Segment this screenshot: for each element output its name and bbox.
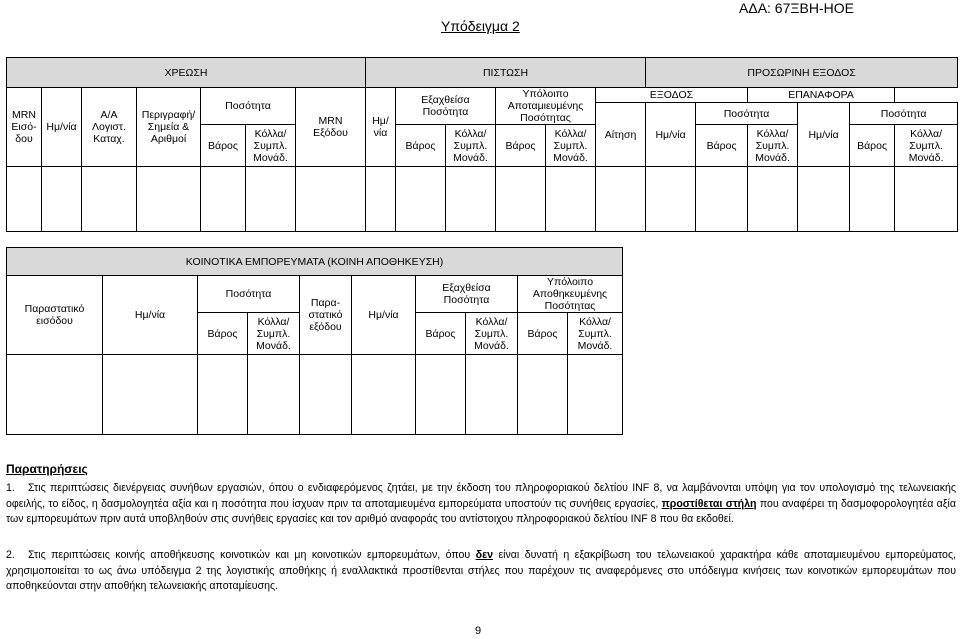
header-credit: ΠΙΣΤΩΣΗ (366, 58, 646, 88)
col-exodos: ΕΞΟΔΟΣ (596, 88, 748, 103)
col-pkg-5: Κόλλα/ Συμπλ. Μονάδ. (895, 125, 958, 167)
note-2-text-cont: είναι δυνατή η εξακρίβωση του τελωνειακού χαρακτήρα κάθε αποταμιευμένου εμπορεύματος, χρησιμοποιείται το ως άνω υπόδειγμα 2 της λογιστικής αποθήκης ή εναλλακτικά προστίθενται στήλες που παρέχουν τις αναφερόμενες στο υπόδειγμα κινήσεις των κοινοτικών εμπορευμάτων που αποθηκεύονται στην αποθήκη τελωνειακής αποταμίευσης. (6, 549, 956, 592)
col-qty: Ποσότητα (198, 276, 300, 313)
col-remaining-qty: Υπόλοιπο Αποταμιευμένης Ποσότητας (496, 88, 596, 125)
col-weight-2: Βάρος (416, 313, 466, 355)
table-row-empty (7, 167, 958, 232)
note-1-number: 1. (6, 482, 15, 494)
col-date-2: Ημ/νία (366, 88, 396, 167)
table-community-goods (6, 247, 623, 435)
notes-title: Παρατηρήσεις (6, 462, 88, 476)
note-2-number: 2. (6, 549, 15, 561)
col-date-1: Ημ/νία (42, 88, 82, 167)
ada-code: ΑΔΑ: 67ΞΒΗ-ΗΟΕ (739, 0, 854, 16)
col-date-4: Ημ/νία (798, 103, 850, 167)
col-exported-qty: Εξαχθείσα Ποσότητα (396, 88, 496, 125)
col-weight-1: Βάρος (198, 313, 248, 355)
col-description: Περιγραφή/ Σημεία & Αριθμοί (137, 88, 201, 167)
note-1 (6, 481, 956, 528)
col-exported-qty: Εξαχθείσα Ποσότητα (416, 276, 518, 313)
note-1-text: Στις περιπτώσεις διενέργειας συνήθων εργασιών, όπου ο ενδιαφερόμενος ζητάει, με την έκδοση του πληροφοριακού δελτίου INF 8, να λαμβάνονται υπόψη για τον υπολογισμό της τελωνειακής οφειλής, το είδος, η δασμολογητέα αξία και η ποσότητα που ίσχυαν πριν τα αποταμιευμένα εμπορεύματα υποστούν τις συνήθεις εργασίες, (6, 482, 956, 510)
col-weight-5: Βάρος (850, 125, 895, 167)
col-aa: Α/Α Λογιστ. Καταχ. (82, 88, 137, 167)
col-weight-4: Βάρος (696, 125, 748, 167)
header-debit: ΧΡΕΩΣΗ (7, 58, 366, 88)
col-doc-in: Παραστατικό εισόδου (7, 276, 103, 355)
col-request: Αίτηση (596, 103, 646, 167)
col-weight-3: Βάρος (496, 125, 546, 167)
col-doc-out: Παρα- στατικό εξόδου (300, 276, 352, 355)
col-date-1: Ημ/νία (103, 276, 198, 355)
col-mrn-out: MRN Εξόδου (296, 88, 366, 167)
col-pkg-2: Κόλλα/ Συμπλ. Μονάδ. (466, 313, 518, 355)
col-pkg-2: Κόλλα/ Συμπλ. Μονάδ. (446, 125, 496, 167)
header-temp-out: ΠΡΟΣΩΡΙΝΗ ΕΞΟΔΟΣ (646, 58, 958, 88)
note-2-text: Στις περιπτώσεις κοινής αποθήκευσης κοινοτικών και μη κοινοτικών εμπορευμάτων, όπου (28, 549, 471, 561)
col-date-3: Ημ/νία (646, 103, 696, 167)
col-mrn-in: MRN Εισό- δου (7, 88, 42, 167)
col-pkg-1: Κόλλα/ Συμπλ. Μονάδ. (246, 125, 296, 167)
table2-title: ΚΟΙΝΟΤΙΚΑ ΕΜΠΟΡΕΥΜΑΤΑ (ΚΟΙΝΗ ΑΠΟΘΗΚΕΥΣΗ) (7, 248, 623, 276)
col-return: ΕΠΑΝΑΦΟΡΑ (748, 88, 895, 103)
note-1-emphasis: προστίθεται στήλη (661, 497, 757, 510)
col-pkg-3: Κόλλα/ Συμπλ. Μονάδ. (546, 125, 596, 167)
note-2-emphasis: δεν (475, 549, 493, 561)
col-pkg-1: Κόλλα/ Συμπλ. Μονάδ. (248, 313, 300, 355)
col-pkg-4: Κόλλα/ Συμπλ. Μονάδ. (748, 125, 798, 167)
col-date-2: Ημ/νία (352, 276, 416, 355)
col-exodos-qty: Ποσότητα (696, 103, 798, 125)
col-weight-2: Βάρος (396, 125, 446, 167)
page-number: 9 (475, 625, 482, 637)
table-row-empty (7, 355, 623, 435)
col-qty: Ποσότητα (201, 88, 296, 125)
col-pkg-3: Κόλλα/ Συμπλ. Μονάδ. (568, 313, 623, 355)
note-1-text-cont: που αναφέρει τη δασμοφορολογητέα αξία των εμπορευμάτων πριν αυτά υποβληθούν στις συνήθεις εργασίες και τον αριθμό αναφοράς του αντίστοιχου πληροφοριακού δελτίου INF 8 που θα εκδοθεί. (6, 497, 957, 525)
page-title: Υπόδειγμα 2 (441, 18, 520, 34)
col-remaining-qty: Υπόλοιπο Αποθηκευμένης Ποσότητας (518, 276, 623, 313)
col-return-qty: Ποσότητα (850, 103, 958, 125)
col-weight-3: Βάρος (518, 313, 568, 355)
note-2 (6, 548, 956, 595)
col-weight-1: Βάρος (201, 125, 246, 167)
table-accounting (6, 57, 958, 232)
